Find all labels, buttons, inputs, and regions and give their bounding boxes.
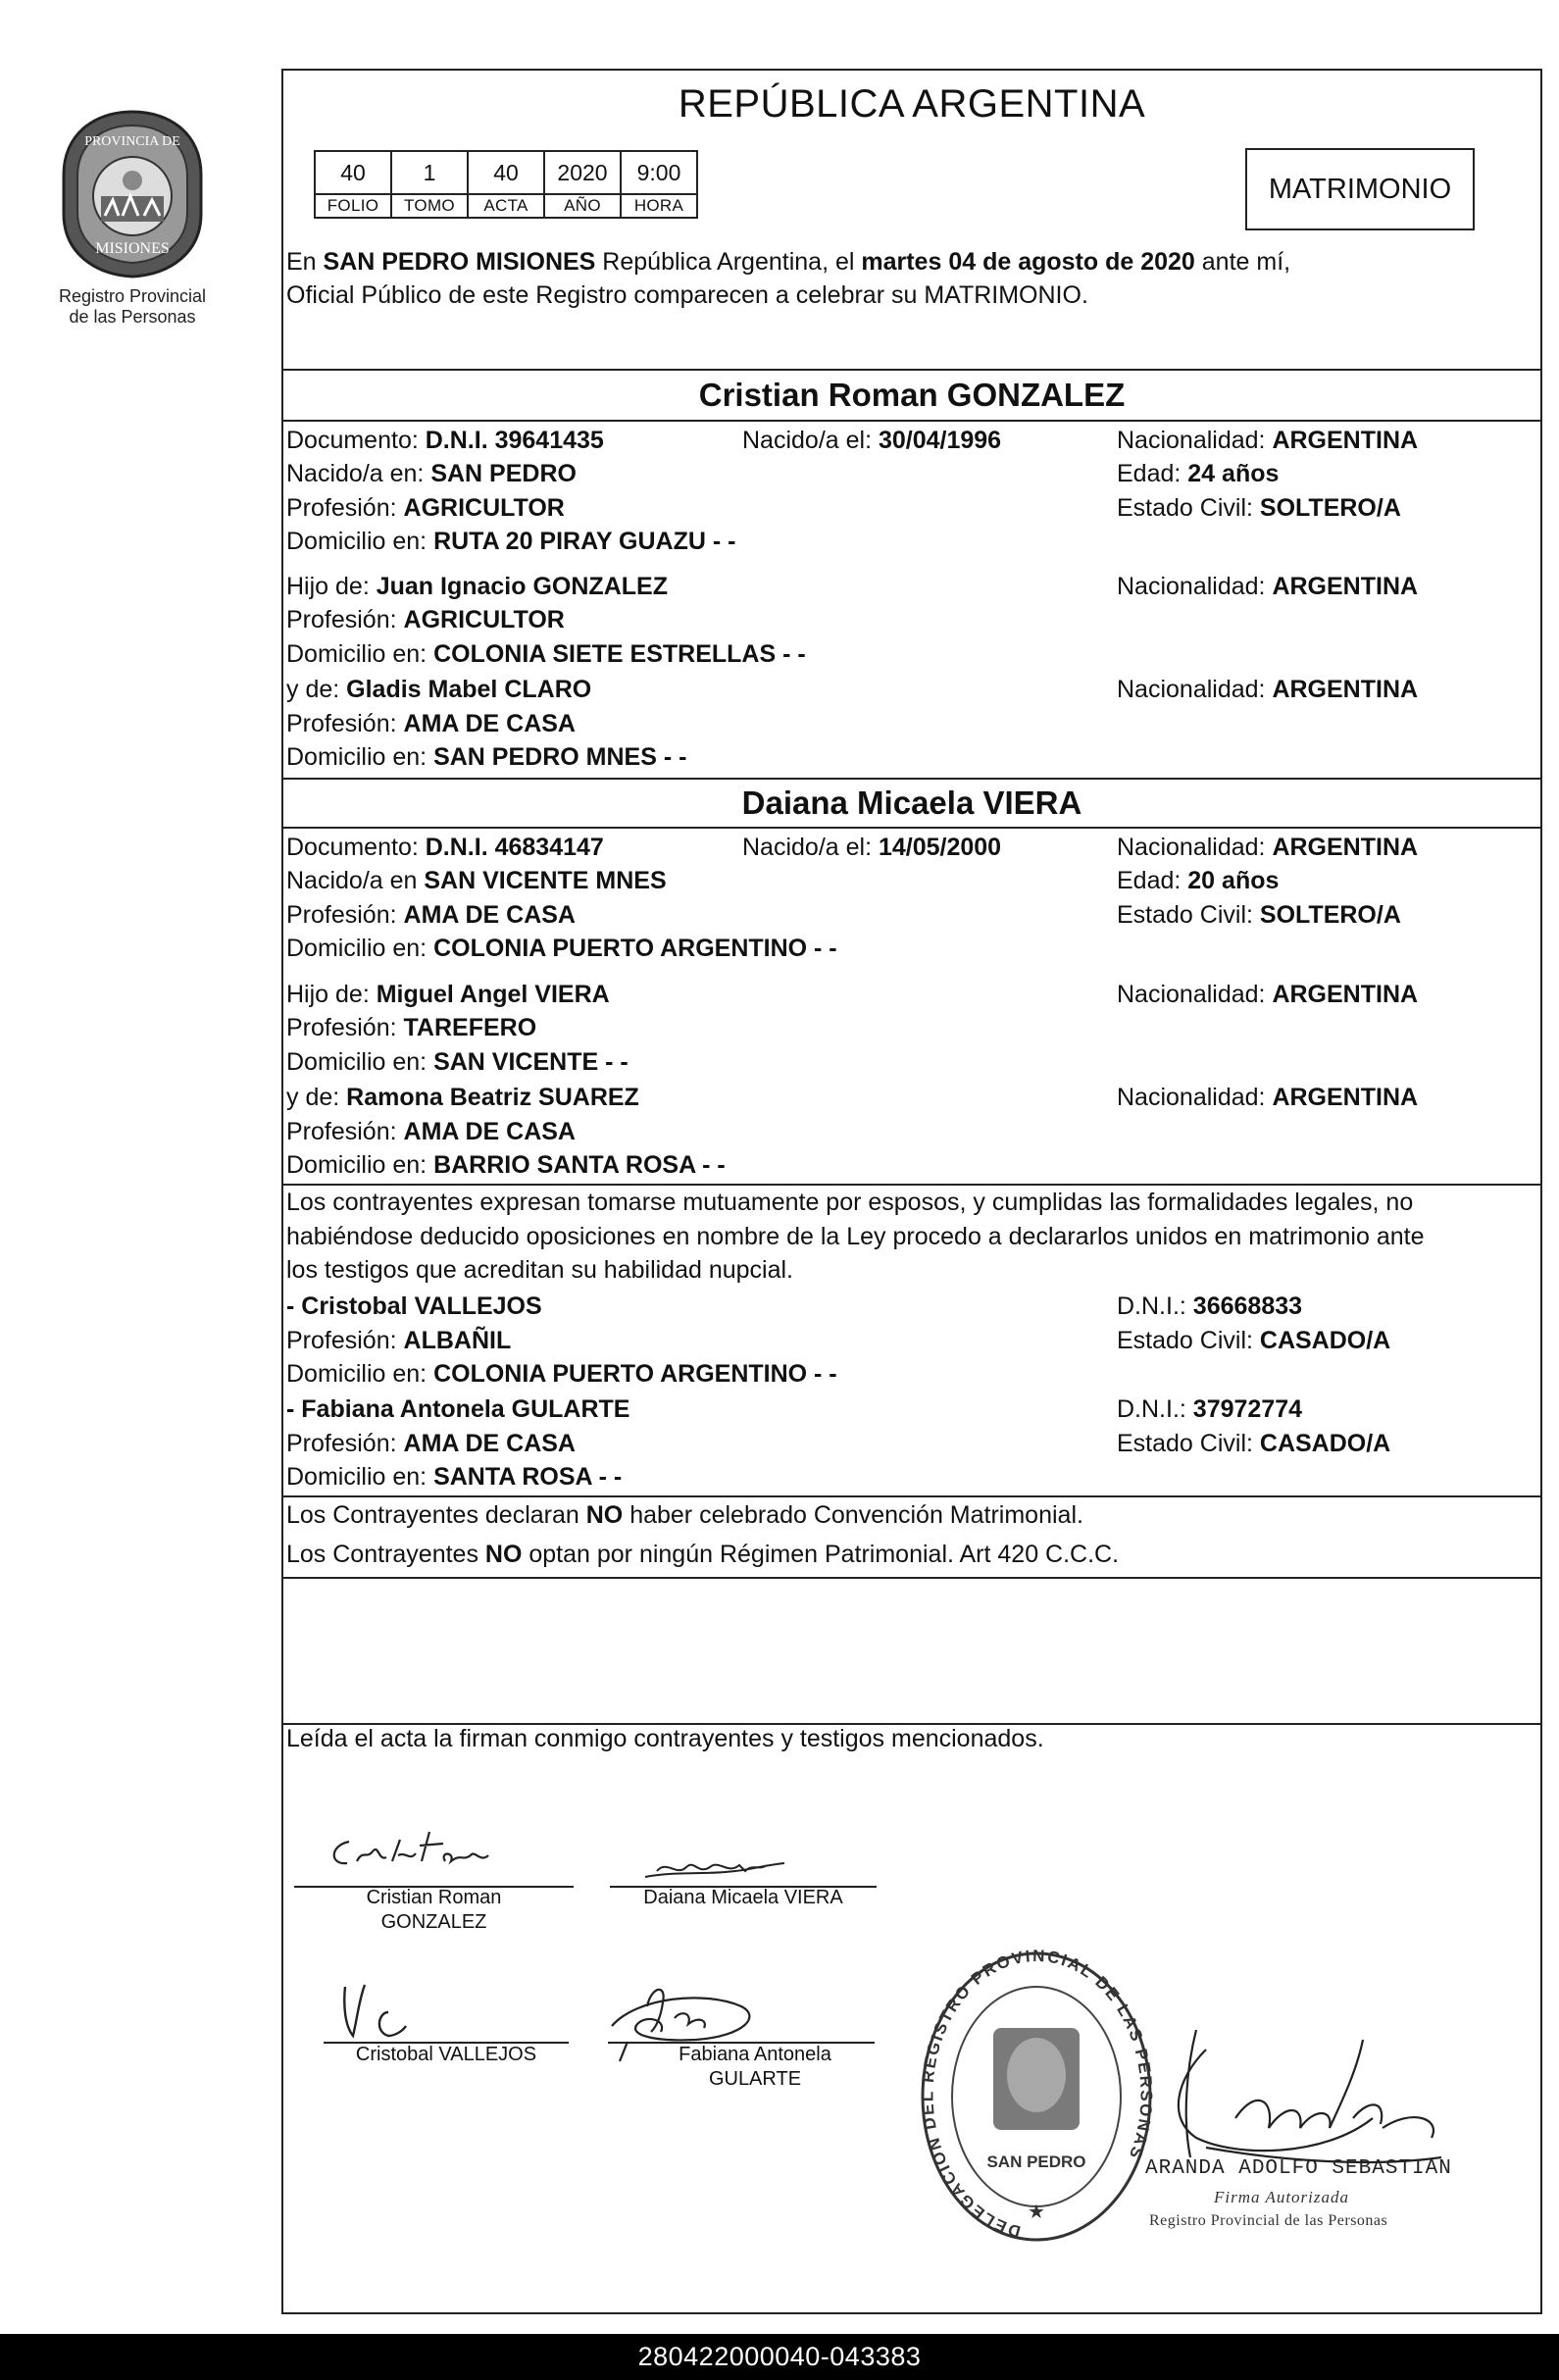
declaration-line1: Los contrayentes expresan tomarse mutuamente por esposos, y cumplidas las formalidades legales, no (286, 1189, 1414, 1216)
party1-document: Documento: D.N.I. 39641435 (286, 427, 604, 454)
anio-label: AÑO (544, 194, 621, 218)
party2-birthplace: Nacido/a en SAN VICENTE MNES (286, 867, 667, 894)
folio-label: FOLIO (315, 194, 391, 218)
party2-mother-nationality: Nacionalidad: ARGENTINA (1117, 1084, 1419, 1111)
party1-name: Cristian Roman GONZALEZ (698, 377, 1126, 413)
party1-nationality: Nacionalidad: ARGENTINA (1117, 427, 1419, 454)
intro-line2: Oficial Público de este Registro comparecen a celebrar su MATRIMONIO. (286, 281, 1088, 309)
signature-cristobal-icon (324, 1977, 441, 2046)
convention-line2: Los Contrayentes NO optan por ningún Régimen Patrimonial. Art 420 C.C.C. (286, 1541, 1120, 1568)
witness2-address: Domicilio en: SANTA ROSA - - (286, 1463, 623, 1491)
declaration-line2: habiéndose deducido oposiciones en nombre de la Ley procedo a declararlos unidos en matrimonio ante (286, 1223, 1425, 1250)
witness1-profession: Profesión: ALBAÑIL (286, 1327, 512, 1354)
folio-value: 40 (315, 151, 391, 194)
witness1-name: - Cristobal VALLEJOS (286, 1292, 542, 1320)
registry-box (314, 150, 698, 219)
witness2-dni: D.N.I.: 37972774 (1117, 1395, 1303, 1423)
signature-caption-witness1: Cristobal VALLEJOS (355, 2044, 537, 2065)
official-role: Firma Autorizada (1214, 2188, 1350, 2206)
official-name: ARANDA ADOLFO SEBASTIAN (1145, 2157, 1452, 2180)
witness1-civil-status: Estado Civil: CASADO/A (1117, 1327, 1391, 1354)
divider (281, 1577, 1542, 1579)
province-logo (39, 106, 226, 341)
party2-birthdate: Nacido/a el: 14/05/2000 (742, 834, 1002, 861)
party2-father: Hijo de: Miguel Angel VIERA (286, 981, 610, 1008)
party2-name: Daiana Micaela VIERA (741, 785, 1082, 821)
page-title: REPÚBLICA ARGENTINA (678, 82, 1146, 126)
act-type-box: MATRIMONIO (1245, 148, 1475, 230)
acta-value: 40 (468, 151, 544, 194)
svg-text:DELEGACION DEL REGISTRO PROVIN: DELEGACION DEL REGISTRO PROVINCIAL DE LAS PERSONAS (918, 1950, 1156, 2242)
divider (281, 827, 1542, 829)
divider (281, 778, 1542, 780)
party1-father-profession: Profesión: AGRICULTOR (286, 606, 565, 633)
party2-father-nationality: Nacionalidad: ARGENTINA (1117, 981, 1419, 1008)
divider (281, 1495, 1542, 1497)
party1-father-nationality: Nacionalidad: ARGENTINA (1117, 573, 1419, 600)
party1-profession: Profesión: AGRICULTOR (286, 494, 565, 522)
party1-birthplace: Nacido/a en: SAN PEDRO (286, 460, 577, 487)
party1-father-address: Domicilio en: COLONIA SIETE ESTRELLAS - - (286, 640, 806, 668)
divider (281, 369, 1542, 371)
signature-caption-party2: Daiana Micaela VIERA (643, 1887, 843, 1908)
witness2-civil-status: Estado Civil: CASADO/A (1117, 1430, 1391, 1457)
witness1-address: Domicilio en: COLONIA PUERTO ARGENTINO - - (286, 1360, 837, 1388)
party2-mother-profession: Profesión: AMA DE CASA (286, 1118, 576, 1145)
party2-mother-address: Domicilio en: BARRIO SANTA ROSA - - (286, 1151, 726, 1179)
svg-text:★: ★ (1028, 2200, 1045, 2223)
party2-father-profession: Profesión: TAREFERO (286, 1014, 537, 1041)
party1-mother-nationality: Nacionalidad: ARGENTINA (1117, 676, 1419, 703)
party1-mother-address: Domicilio en: SAN PEDRO MNES - - (286, 743, 687, 771)
witness2-profession: Profesión: AMA DE CASA (286, 1430, 576, 1457)
party1-civil-status: Estado Civil: SOLTERO/A (1117, 494, 1401, 522)
witness1-dni: D.N.I.: 36668833 (1117, 1292, 1303, 1320)
official-org: Registro Provincial de las Personas (1149, 2212, 1388, 2229)
party2-mother: y de: Ramona Beatriz SUAREZ (286, 1084, 639, 1111)
party2-civil-status: Estado Civil: SOLTERO/A (1117, 901, 1401, 929)
witness2-name: - Fabiana Antonela GULARTE (286, 1395, 630, 1423)
signature-caption-party1: Cristian Roman GONZALEZ (366, 1887, 502, 1933)
intro-line1: En SAN PEDRO MISIONES República Argentina, el martes 04 de agosto de 2020 ante mí, (286, 248, 1291, 276)
hora-label: HORA (621, 194, 697, 218)
svg-text:PROVINCIA DE: PROVINCIA DE (84, 134, 180, 149)
divider (281, 420, 1542, 422)
party2-profession: Profesión: AMA DE CASA (286, 901, 576, 929)
declaration-line3: los testigos que acreditan su habilidad nupcial. (286, 1256, 794, 1284)
svg-text:MISIONES: MISIONES (95, 240, 170, 257)
tomo-value: 1 (391, 151, 468, 194)
signature-daiana-icon (637, 1842, 814, 1887)
svg-text:SAN PEDRO: SAN PEDRO (986, 2152, 1086, 2171)
party1-birthdate: Nacido/a el: 30/04/1996 (742, 427, 1002, 454)
signature-caption-witness2: Fabiana Antonela GULARTE (679, 2044, 831, 2090)
party2-father-address: Domicilio en: SAN VICENTE - - (286, 1048, 629, 1076)
party1-address: Domicilio en: RUTA 20 PIRAY GUAZU - - (286, 528, 736, 555)
party2-age: Edad: 20 años (1117, 867, 1280, 894)
hora-value: 9:00 (621, 151, 697, 194)
party1-father: Hijo de: Juan Ignacio GONZALEZ (286, 573, 668, 600)
anio-value: 2020 (544, 151, 621, 194)
acta-label: ACTA (468, 194, 544, 218)
party2-address: Domicilio en: COLONIA PUERTO ARGENTINO - - (286, 935, 837, 962)
convention-line1: Los Contrayentes declaran NO haber celebrado Convención Matrimonial. (286, 1501, 1083, 1529)
official-stamp-icon (917, 1950, 1157, 2244)
tomo-label: TOMO (391, 194, 468, 218)
misiones-seal-icon (54, 106, 211, 282)
closing-text: Leída el acta la firman conmigo contrayentes y testigos mencionados. (286, 1725, 1044, 1752)
party2-nationality: Nacionalidad: ARGENTINA (1117, 834, 1419, 861)
document-code-bar: 280422000040-043383 (0, 2334, 1559, 2380)
party1-mother: y de: Gladis Mabel CLARO (286, 676, 592, 703)
party2-document: Documento: D.N.I. 46834147 (286, 834, 604, 861)
party1-age: Edad: 24 años (1117, 460, 1280, 487)
signature-cristian-icon (324, 1826, 539, 1885)
logo-caption: Registro Provincial de las Personas (58, 286, 207, 327)
party1-mother-profession: Profesión: AMA DE CASA (286, 710, 576, 737)
